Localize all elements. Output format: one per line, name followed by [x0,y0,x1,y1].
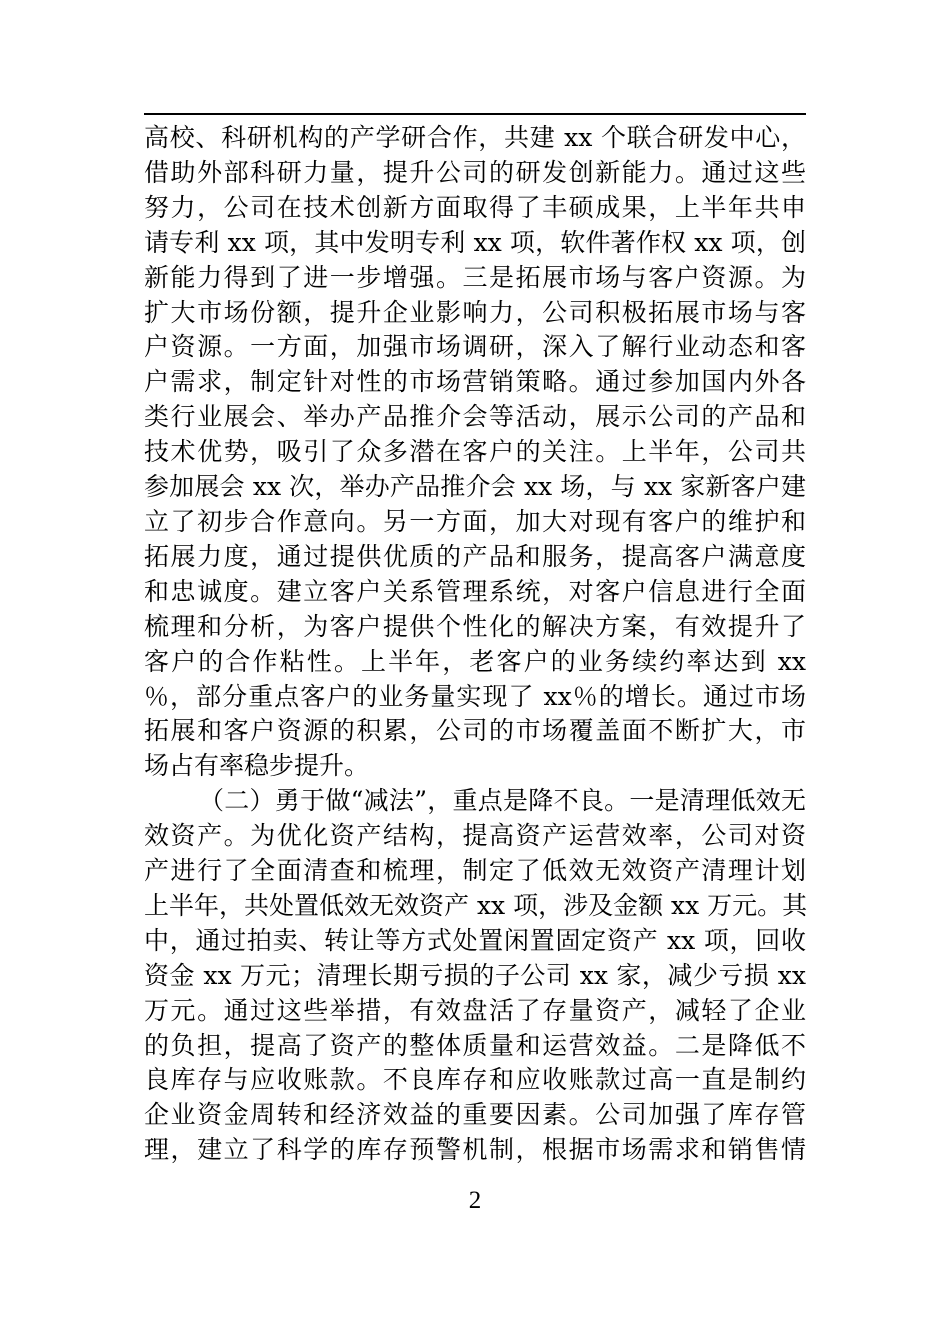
text-line: 努力，公司在技术创新方面取得了丰硕成果，上半年共申 [144,192,806,222]
page-number: 2 [468,1187,482,1214]
text-line: 良库存与应收账款。不良库存和应收账款过高一直是制约 [144,1065,806,1095]
text-line: 企业资金周转和经济效益的重要因素。公司加强了库存管 [144,1100,806,1130]
text-line: 拓展力度，通过提供优质的产品和服务，提高客户满意度 [144,541,806,571]
text-line: 扩大市场份额，提升企业影响力，公司积极拓展市场与客 [144,297,806,327]
text-line: 的负担，提高了资产的整体质量和运营效益。二是降低不 [144,1030,806,1060]
text-line: 请专利 xx 项，其中发明专利 xx 项，软件著作权 xx 项，创 [144,227,806,257]
text-line: 新能力得到了进一步增强。三是拓展市场与客户资源。为 [144,262,806,292]
text-line: 产进行了全面清查和梳理，制定了低效无效资产清理计划 [144,856,806,886]
text-line: 梳理和分析，为客户提供个性化的解决方案，有效提升了 [144,611,806,641]
text-line: 技术优势，吸引了众多潜在客户的关注。上半年，公司共 [144,437,806,467]
text-line: 类行业展会、举办产品推介会等活动，展示公司的产品和 [144,402,806,432]
text-line: 高校、科研机构的产学研合作，共建 xx 个联合研发中心， [144,123,806,152]
text-line: 立了初步合作意向。另一方面，加大对现有客户的维护和 [144,506,806,536]
text-line: 中，通过拍卖、转让等方式处置闲置固定资产 xx 项，回收 [144,925,806,955]
text-line: 拓展和客户资源的积累，公司的市场覆盖面不断扩大，市 [144,716,806,746]
document-body [144,121,806,1168]
text-line: 借助外部科研力量，提升公司的研发创新能力。通过这些 [144,157,806,187]
text-line: 参加展会 xx 次，举办产品推介会 xx 场，与 xx 家新客户建 [144,472,806,502]
text-line: ％，部分重点客户的业务量实现了 xx％的增长。通过市场 [144,681,806,711]
text-line: 和忠诚度。建立客户关系管理系统，对客户信息进行全面 [144,576,806,606]
text-line: 户资源。一方面，加强市场调研，深入了解行业动态和客 [144,332,806,362]
text-line: 上半年，共处置低效无效资产 xx 项，涉及金额 xx 万元。其 [144,890,808,920]
text-line: 客户的合作粘性。上半年，老客户的业务续约率达到 xx [144,646,806,676]
text-line: 理，建立了科学的库存预警机制，根据市场需求和销售情 [144,1135,806,1165]
text-line: 万元。通过这些举措，有效盘活了存量资产，减轻了企业 [144,995,806,1025]
text-line: 户需求，制定针对性的市场营销策略。通过参加国内外各 [144,367,806,397]
text-line: 效资产。为优化资产结构，提高资产运营效率，公司对资 [144,821,806,851]
text-line-indented: （二）勇于做“减法”，重点是降不良。一是清理低效无 [199,786,806,816]
text-line: 资金 xx 万元；清理长期亏损的子公司 xx 家，减少亏损 xx [144,960,806,990]
text-line: 场占有率稳步提升。 [144,751,370,781]
header-rule [144,113,806,115]
